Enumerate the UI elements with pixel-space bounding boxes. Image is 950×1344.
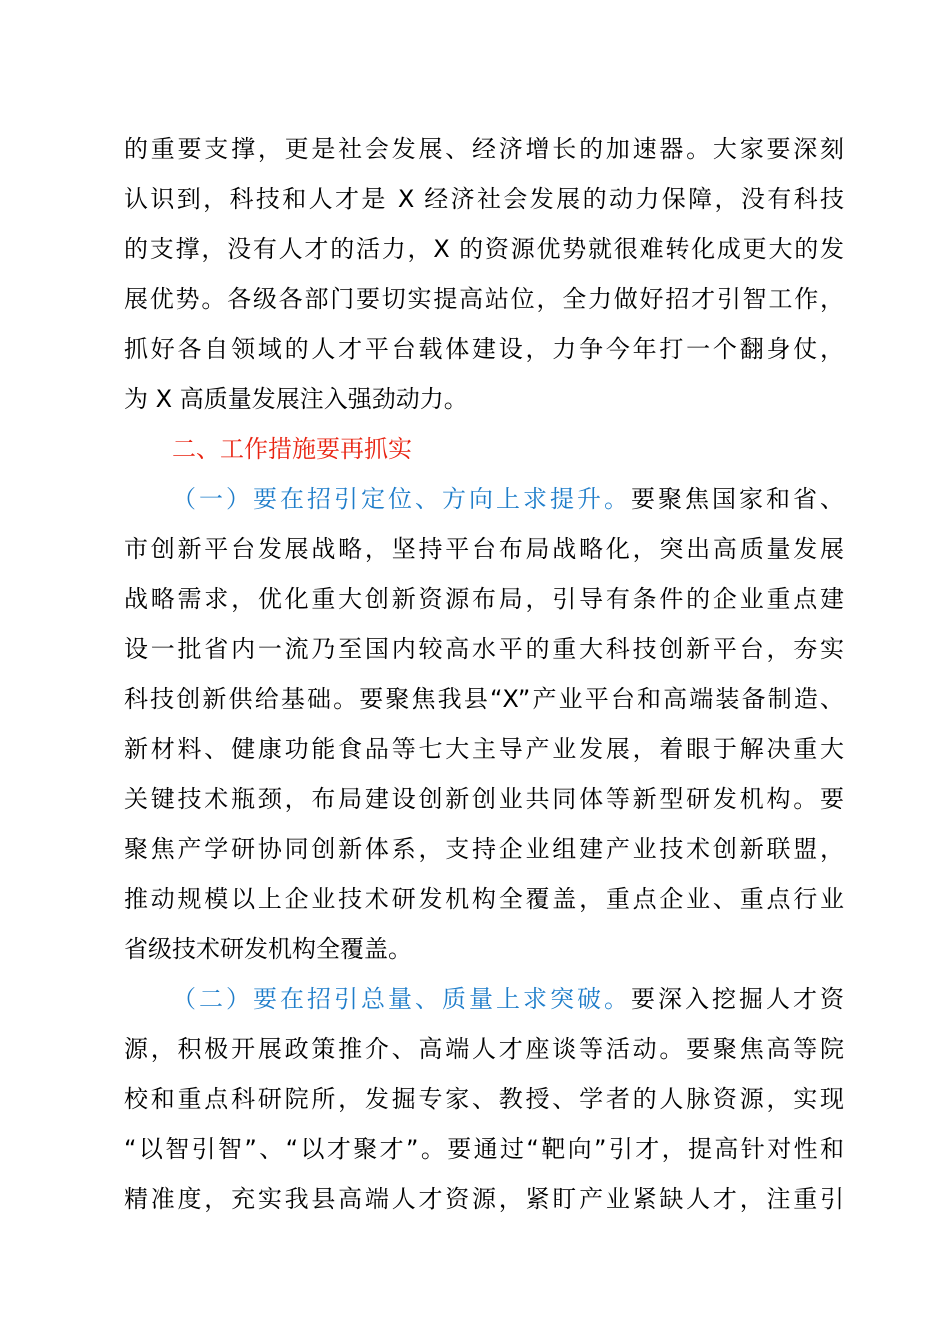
section-heading: 二、工作措施要再抓实 [172,435,412,463]
body-text-line: 的重要支撑，更是社会发展、经济增长的加速器。大家要深刻 [124,135,844,163]
subsection-title: （二）要在招引总量、质量上求突破。 [172,985,631,1013]
body-text-line: 新材料、健康功能食品等七大主导产业发展，着眼于解决重大 [124,735,844,763]
body-text-line: 聚焦产学研协同创新体系，支持企业组建产业技术创新联盟， [124,835,844,863]
body-text-line: 省级技术研发机构全覆盖。 [124,935,412,963]
body-text-line: 战略需求，优化重大创新资源布局，引导有条件的企业重点建 [124,585,844,613]
body-text-line: 为 X 高质量发展注入强劲动力。 [124,385,468,413]
body-text-line: 关键技术瓶颈，布局建设创新创业共同体等新型研发机构。要 [124,785,844,813]
body-text-line: 的支撑，没有人才的活力，X 的资源优势就很难转化成更大的发 [124,235,844,263]
body-text-line: 精准度，充实我县高端人才资源，紧盯产业紧缺人才，注重引 [124,1185,844,1213]
body-text-line: 认识到，科技和人才是 X 经济社会发展的动力保障，没有科技 [124,185,844,213]
body-text-line: 抓好各自领域的人才平台载体建设，力争今年打一个翻身仗， [124,335,844,363]
subsection-lead-text: 要聚焦国家和省、 [631,485,844,513]
body-text-line: 源，积极开展政策推介、高端人才座谈等活动。要聚焦高等院 [124,1035,844,1063]
subsection-first-line [172,474,844,524]
body-text-line: 市创新平台发展战略，坚持平台布局战略化，突出高质量发展 [124,535,844,563]
subsection-first-line [172,974,844,1024]
body-text-line: 推动规模以上企业技术研发机构全覆盖，重点企业、重点行业 [124,885,844,913]
body-text-line: 展优势。各级各部门要切实提高站位，全力做好招才引智工作， [124,285,844,313]
body-text-line: 设一批省内一流乃至国内较高水平的重大科技创新平台，夯实 [124,635,844,663]
body-text-line: “以智引智”、“以才聚才”。要通过“靶向”引才，提高针对性和 [124,1135,844,1163]
subsection-title: （一）要在招引定位、方向上求提升。 [172,485,631,513]
body-text-line: 校和重点科研院所，发掘专家、教授、学者的人脉资源，实现 [124,1085,844,1113]
subsection-lead-text: 要深入挖掘人才资 [631,985,844,1013]
body-text-line: 科技创新供给基础。要聚焦我县“X”产业平台和高端装备制造、 [124,685,844,713]
